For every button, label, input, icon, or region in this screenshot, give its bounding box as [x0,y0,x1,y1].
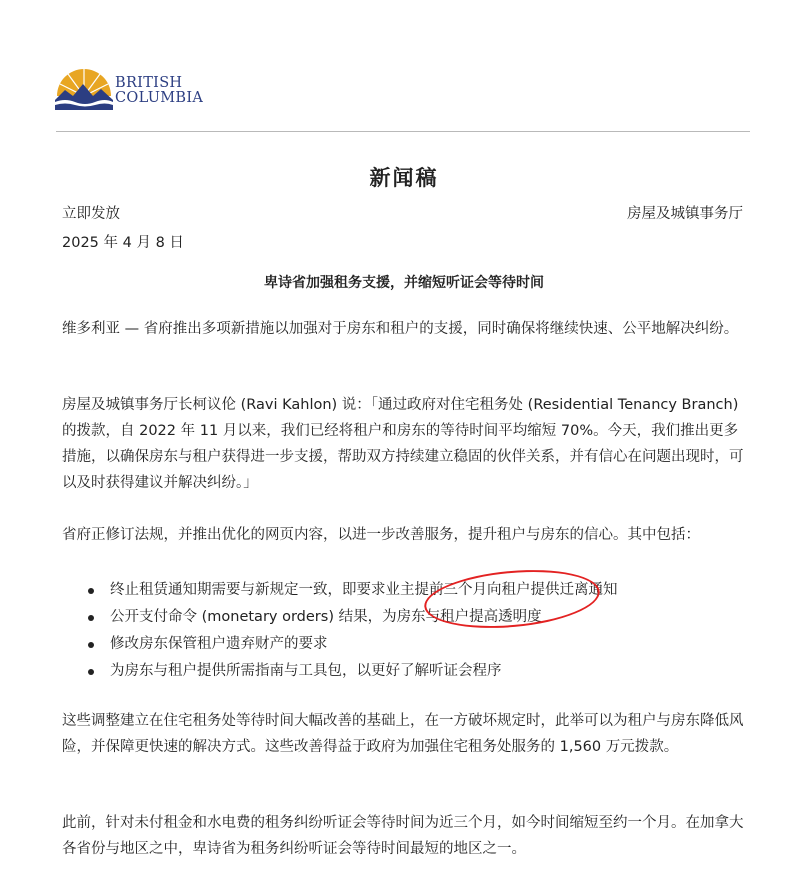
bullet-icon [88,588,94,594]
paragraph-4: 这些调整建立在住宅租务处等待时间大幅改善的基础上，在一方破坏规定时，此举可以为租户与房东降低风险，并保障更快速的解决方式。这些改善得益于政府为加强住宅租务处服务的 1,560 万元拨款。 [62,713,744,755]
headline: 卑诗省加强租务支援，并缩短听证会等待时间 [264,275,544,291]
paragraph-5: 此前，针对未付租金和水电费的租务纠纷听证会等待时间为近三个月，如今时间缩短至约一个月。在加拿大各省份与地区之中，卑诗省为租务纠纷听证会等待时间最短的地区之一。 [62,815,744,857]
measures-list [62,577,752,685]
bullet-icon [88,615,94,621]
release-date: 2025 年 4 月 8 日 [62,235,184,251]
paragraph-2: 房屋及城镇事务厅长柯议伦 (Ravi Kahlon) 说：「通过政府对住宅租务处 (Residential Tenancy Branch) 的拨款，自 2022 年 11 月以来，我们已经将租户和房东的等待时间平均缩短 70%。今天，我们推出更多措施，以确保房东与租户获得进一步支援，帮助双方持续建立稳固的伙伴关系，并有信心在问题出现时，可以及时获得建议并解决纠纷。」 [62,397,744,491]
bullet-icon [88,669,94,675]
bc-sun-mountain-icon [53,66,115,114]
list-item: 终止租赁通知期需要与新规定一致，即要求业主提前三个月向租户提供迁离通知 [62,577,752,604]
logo-wordmark [115,76,203,106]
list-item: 为房东与租户提供所需指南与工具包，以更好了解听证会程序 [62,658,752,685]
release-label: 立即发放 [62,206,120,222]
page-title: 新闻稿 [369,166,439,190]
paragraph-1: 维多利亚 — 省府推出多项新措施以加强对于房东和租户的支援，同时确保将继续快速、公平地解决纠纷。 [62,321,739,337]
paragraph-3: 省府正修订法规，并推出优化的网页内容，以进一步改善服务，提升租户与房东的信心。其中包括： [62,527,700,543]
logo-line-2: COLUMBIA [115,90,204,106]
bc-logo [53,66,213,114]
header-divider [56,131,750,132]
ministry-name: 房屋及城镇事务厅 [627,206,743,222]
list-item: 公开支付命令 (monetary orders) 结果，为房东与租户提高透明度 [62,604,752,631]
logo-line-1: BRITISH [115,75,183,91]
list-item: 修改房东保管租户遗弃财产的要求 [62,631,752,658]
bullet-icon [88,642,94,648]
